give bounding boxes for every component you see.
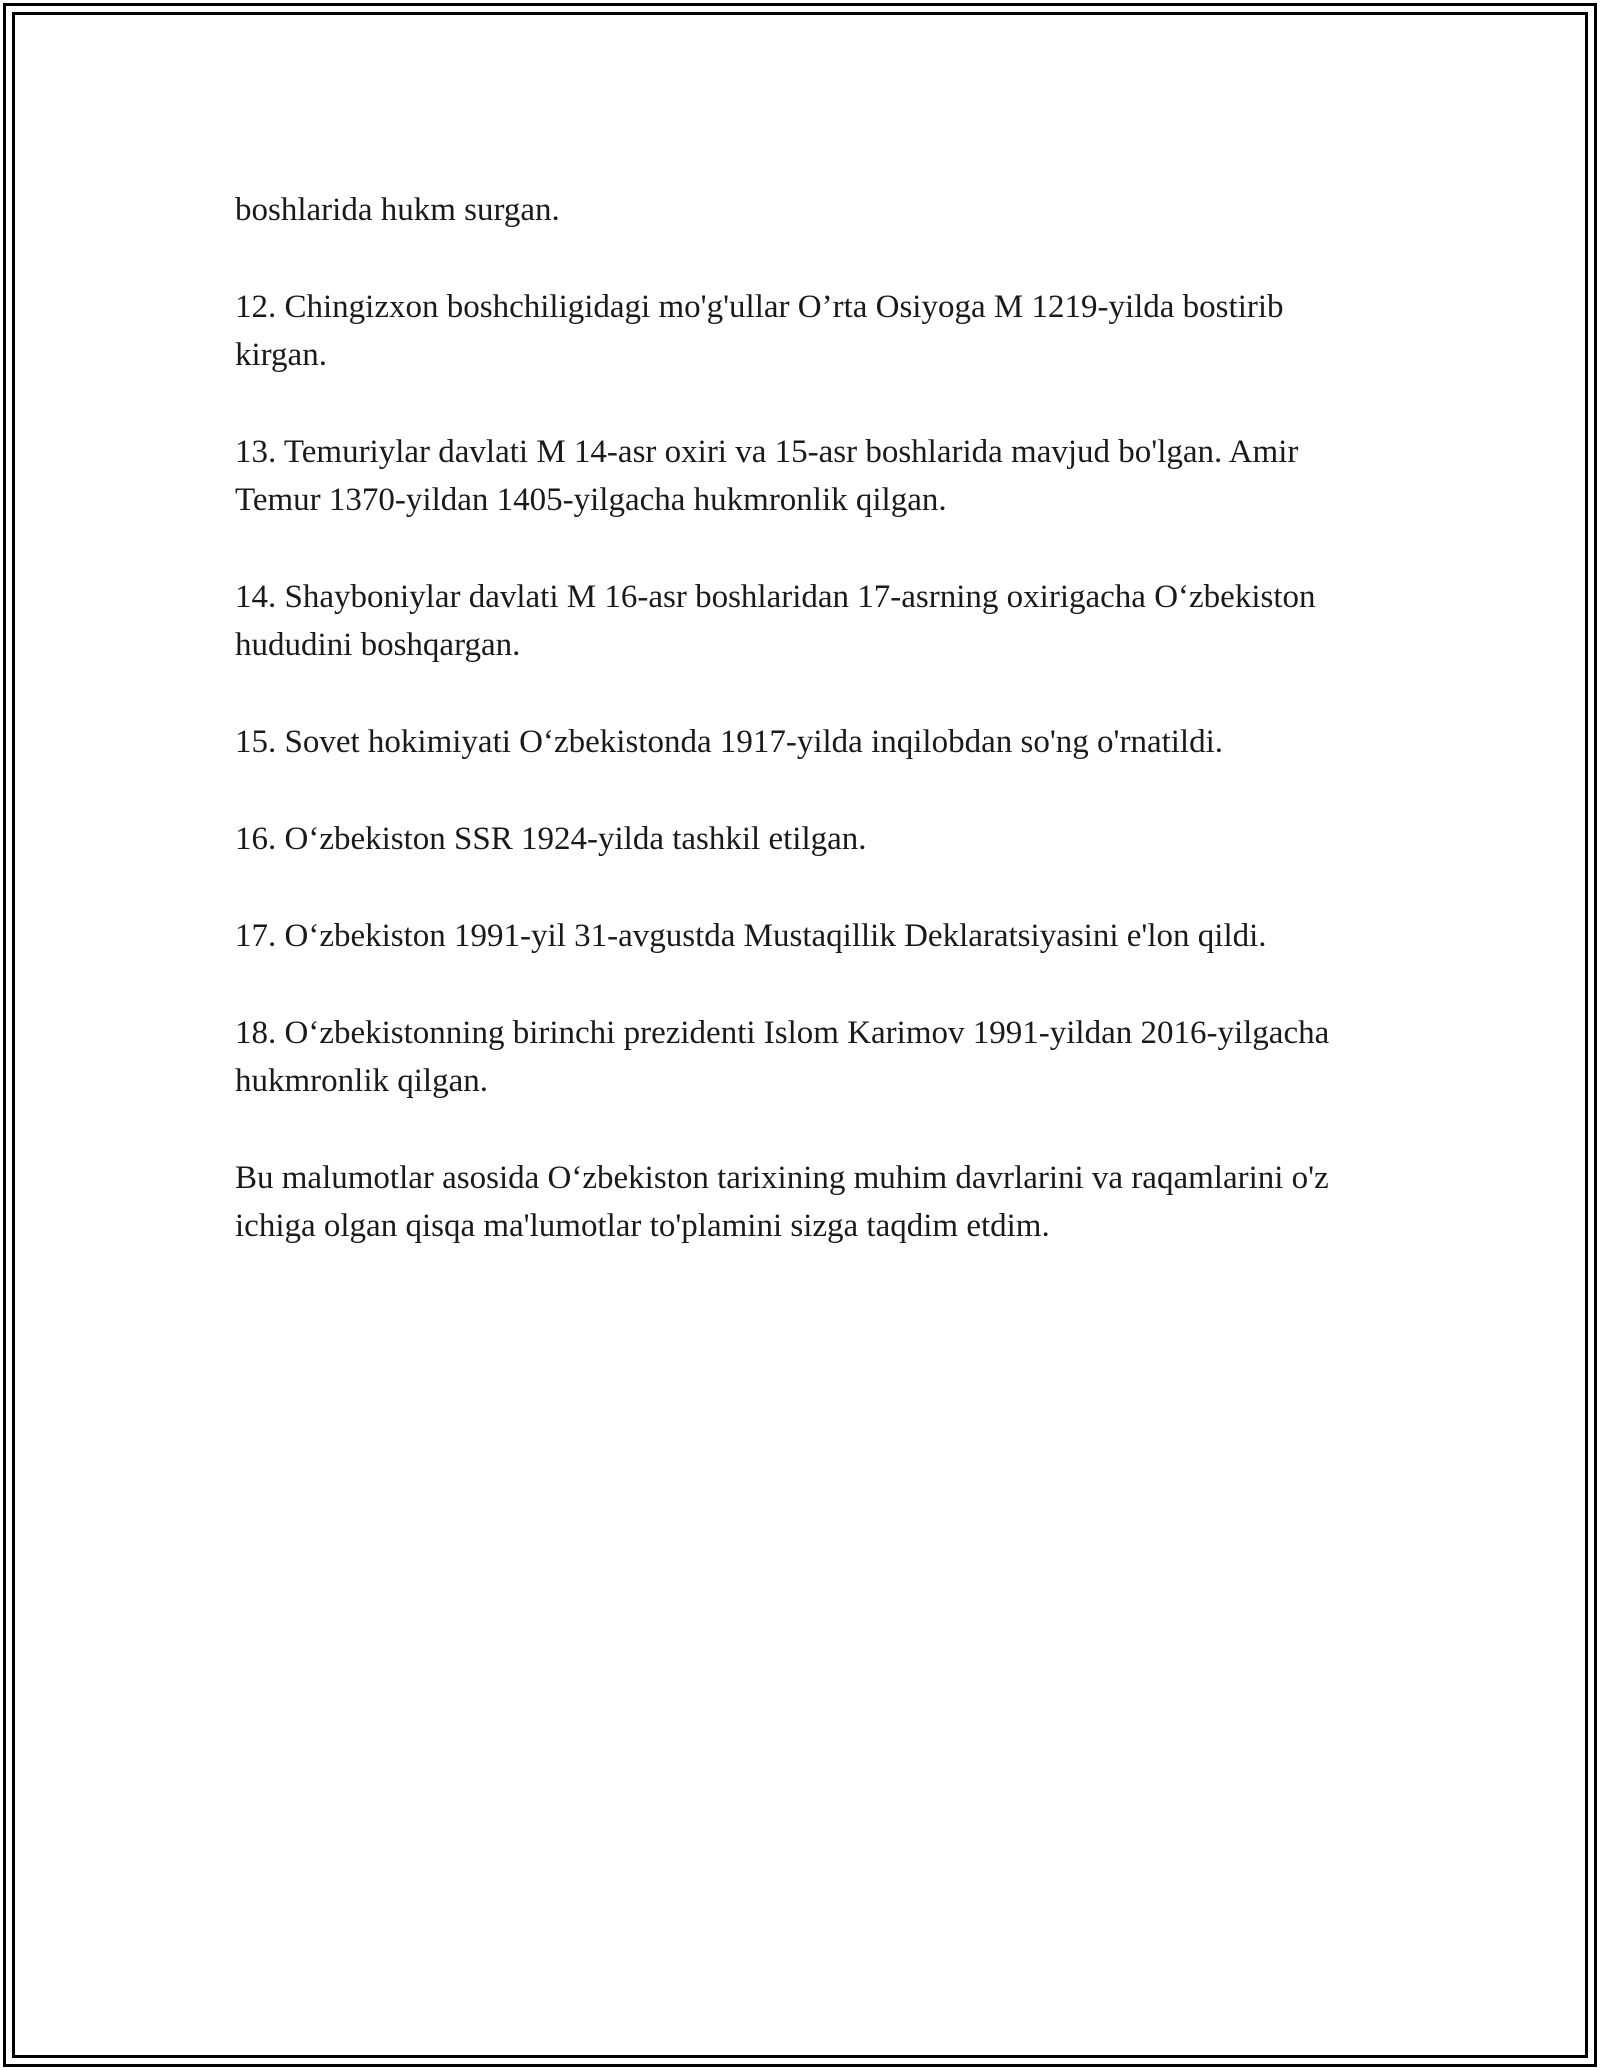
- document-body: [235, 186, 1355, 1299]
- paragraph-item-18: 18. O‘zbekistonning birinchi prezidenti Islom Karimov 1991-yildan 2016-yilgacha hukmronlik qilgan.: [235, 1015, 1330, 1099]
- paragraph-item-13: 13. Temuriylar davlati M 14-asr oxiri va 15-asr boshlarida mavjud bo'lgan. Amir Temur 1370-yildan 1405-yilgacha hukmronlik qilgan.: [235, 434, 1299, 518]
- paragraph-continuation: boshlarida hukm surgan.: [235, 192, 560, 228]
- paragraph-item-15: 15. Sovet hokimiyati O‘zbekistonda 1917-yilda inqilobdan so'ng o'rnatildi.: [235, 724, 1224, 760]
- paragraph-conclusion: Bu malumotlar asosida O‘zbekiston tarixining muhim davrlarini va raqamlarini o'z ichiga olgan qisqa ma'lumotlar to'plamini sizga taqdim etdim.: [235, 1160, 1329, 1244]
- paragraph-item-16: 16. O‘zbekiston SSR 1924-yilda tashkil etilgan.: [235, 821, 867, 857]
- paragraph-item-17: 17. O‘zbekiston 1991-yil 31-avgustda Mustaqillik Deklaratsiyasini e'lon qildi.: [235, 918, 1267, 954]
- paragraph-item-12: 12. Chingizxon boshchiligidagi mo'g'ullar O’rta Osiyoga M 1219-yilda bostirib kirgan.: [235, 289, 1284, 373]
- paragraph-item-14: 14. Shayboniylar davlati M 16-asr boshlaridan 17-asrning oxirigacha O‘zbekiston hududini boshqargan.: [235, 579, 1316, 663]
